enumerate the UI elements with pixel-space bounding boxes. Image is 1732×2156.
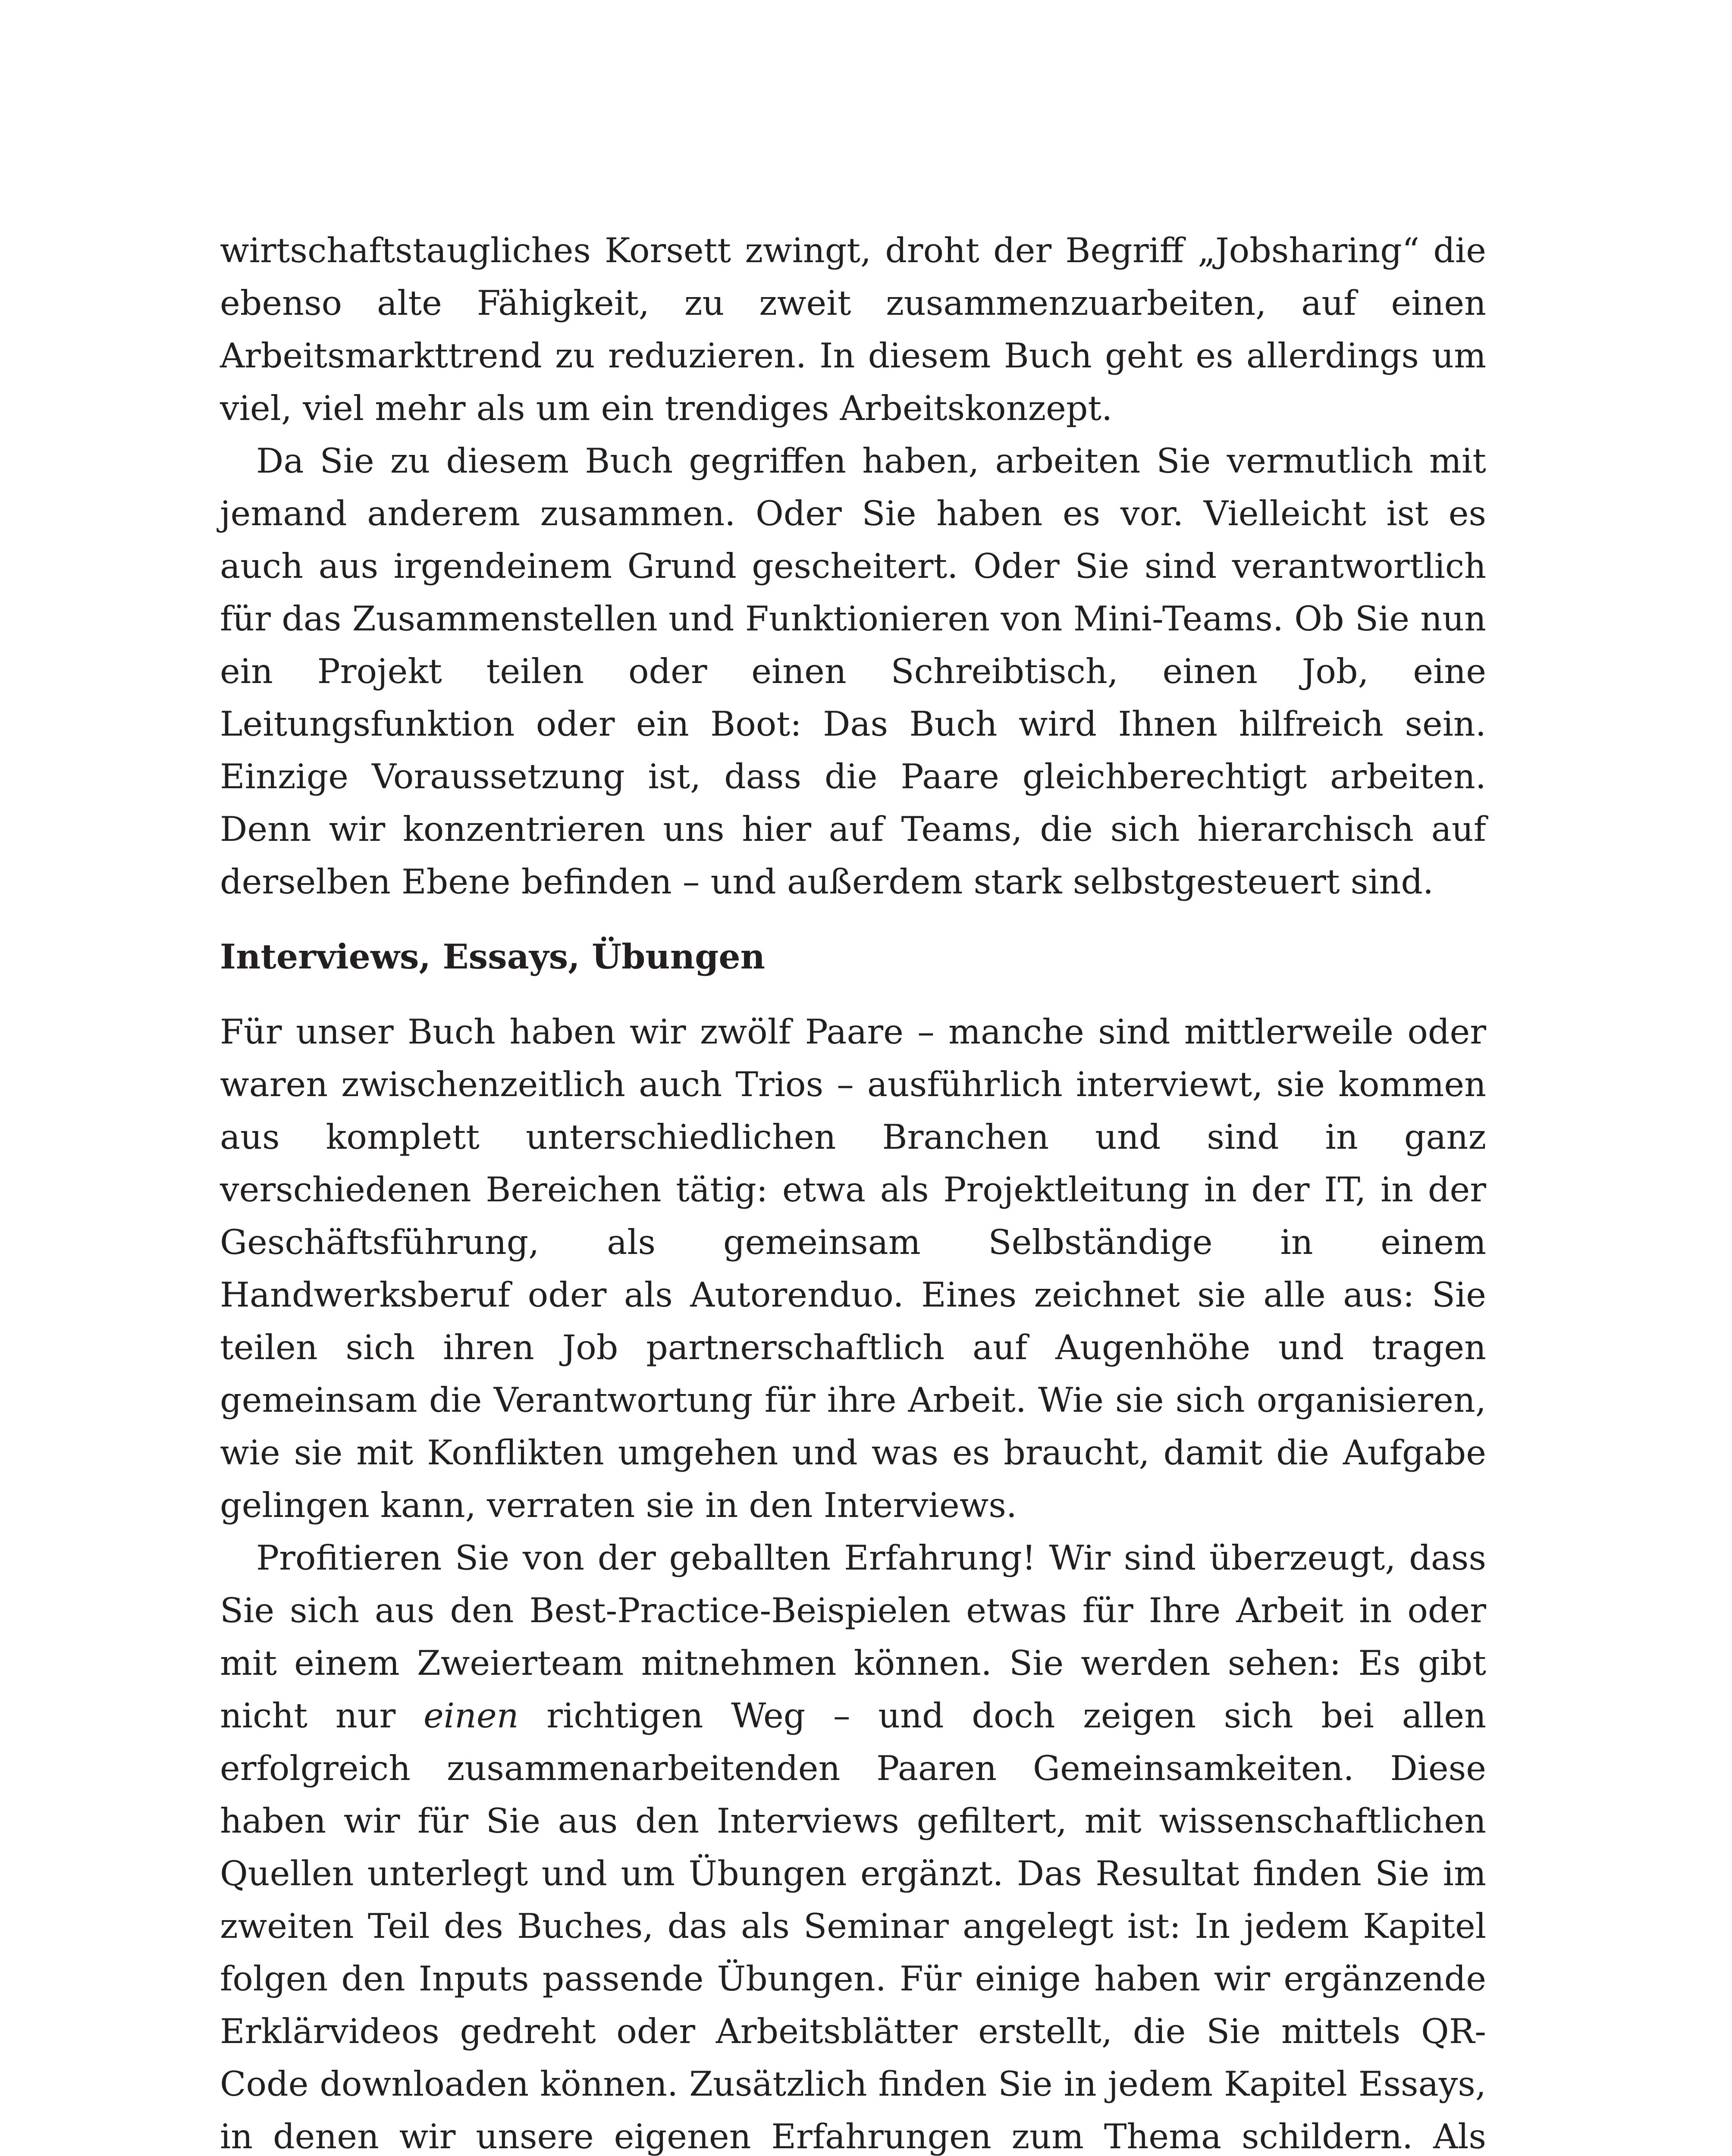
paragraph-experience	[220, 1532, 1486, 2156]
paragraph-intro: Da Sie zu diesem Buch gegriffen haben, arbeiten Sie vermutlich mit jemand anderem zusammen. Oder Sie haben es vor. Vielleicht ist es auch aus irgendeinem Grund gescheitert. Oder Sie sind verantwortlich für das Zusammenstellen und Funktionieren von Mini-Teams. Ob Sie nun ein Projekt teilen oder einen Schreibtisch, einen Job, eine Leitungsfunktion oder ein Boot: Das Buch wird Ihnen hilfreich sein. Einzige Voraussetzung ist, dass die Paare gleichberechtigt arbeiten. Denn wir konzentrieren uns hier auf Teams, die sich hierarchisch auf derselben Ebene befinden – und außerdem stark selbstgesteuert sind.	[220, 441, 1486, 902]
paragraph-interviews: Für unser Buch haben wir zwölf Paare – manche sind mittlerweile oder waren zwischenzeitlich auch Trios – ausführlich interviewt, sie kommen aus komplett unterschiedlichen Branchen und sind in ganz verschiedenen Bereichen tätig: etwa als Projektleitung in der IT, in der Geschäftsführung, als gemeinsam Selbständige in einem Handwerksberuf oder als Autorenduo. Eines zeichnet sie alle aus: Sie teilen sich ihren Job partnerschaftlich auf Augenhöhe und tragen gemeinsam die Verantwortung für ihre Arbeit. Wie sie sich organisieren, wie sie mit Konflikten umgehen und was es braucht, damit die Aufgabe gelingen kann, verraten sie in den Interviews.	[220, 1012, 1486, 1525]
emphasis-word: einen	[423, 1696, 519, 1736]
body-text	[220, 224, 1486, 2156]
paragraph-experience-part-2: richtigen Weg – und doch zeigen sich bei allen erfolgreich zusammenarbeitenden Paaren Gemeinsamkeiten. Diese haben wir für Sie aus den Interviews gefiltert, mit wissenschaftlichen Quellen unterlegt und um Übungen ergänzt. Das Resultat finden Sie im zweiten Teil des Buches, das als Seminar angelegt ist: In jedem Kapitel folgen den Inputs passende Übungen. Für einige haben wir ergänzende Erklärvideos gedreht oder Arbeitsblätter erstellt, die Sie mittels QR-Code downloaden können. Zusätzlich finden Sie in jedem Kapitel Essays, in denen wir unsere eigenen Erfahrungen zum Thema schildern. Als	[220, 1696, 1486, 2156]
section-heading: Interviews, Essays, Übungen	[220, 937, 766, 977]
paragraph-experience-part-1: Profitieren Sie von der geballten Erfahrung! Wir sind überzeugt, dass Sie sich aus den Best-Practice-Beispielen etwas für Ihre Arbeit in oder mit einem Zweierteam mitnehmen können. Sie werden sehen: Es gibt nicht nur	[220, 1538, 1486, 1736]
paragraph-continuation: wirtschaftstaugliches Korsett zwingt, droht der Begriff „Jobsharing“ die ebenso alte Fähigkeit, zu zweit zusammenzuarbeiten, auf einen Arbeitsmarkttrend zu reduzieren. In diesem Buch geht es allerdings um viel, viel mehr als um ein trendiges Arbeitskonzept.	[220, 231, 1486, 428]
